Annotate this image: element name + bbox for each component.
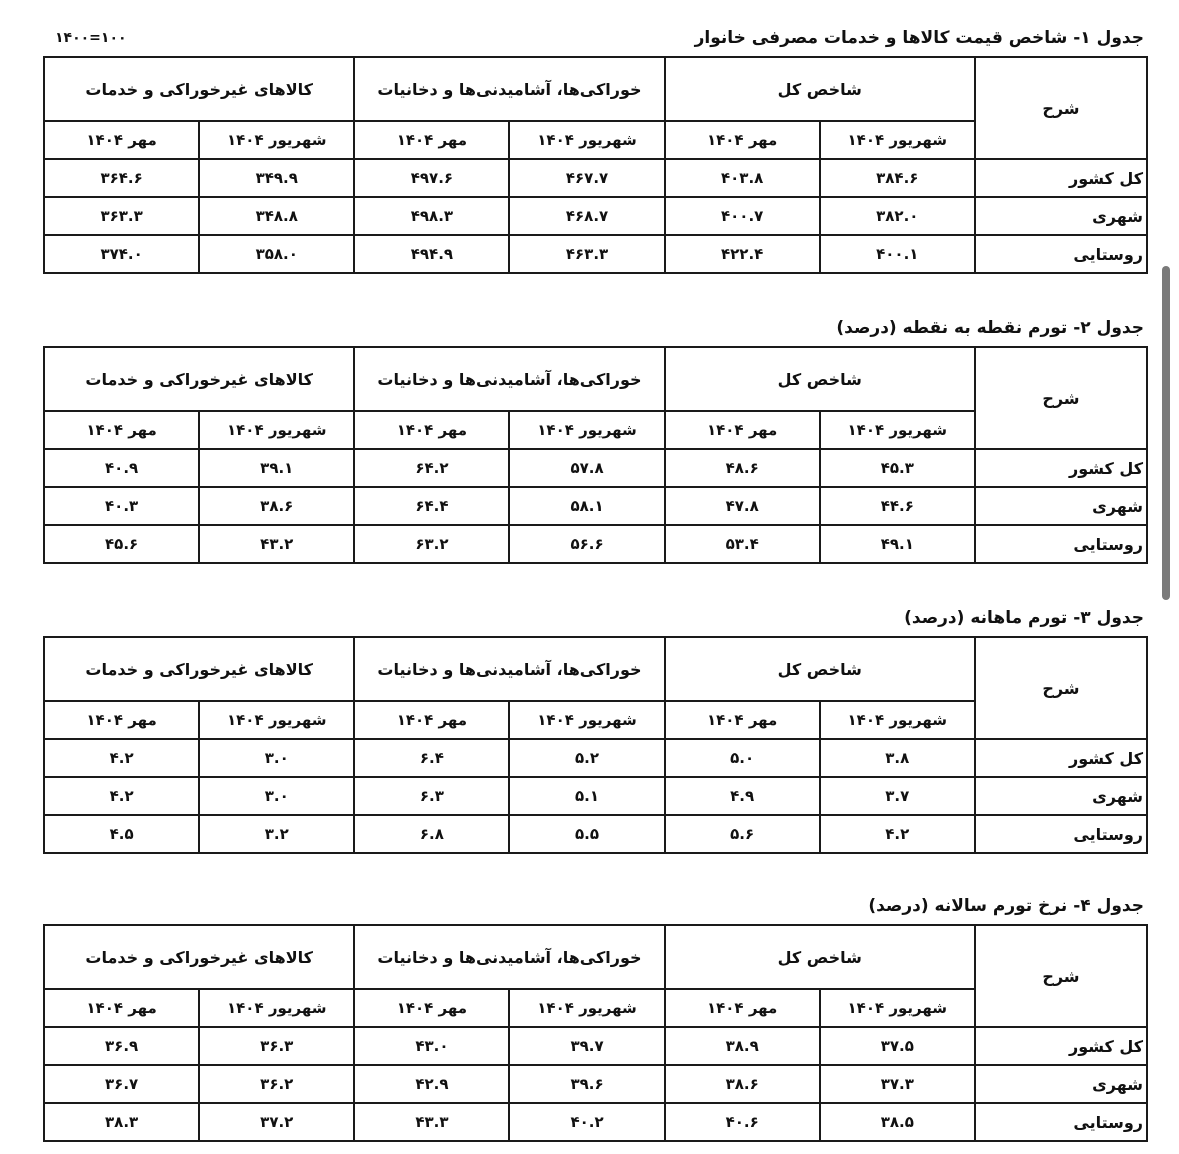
table-cell: ۶.۴ xyxy=(354,739,509,777)
table-row xyxy=(44,1065,1147,1103)
header-group: خوراکی‌ها، آشامیدنی‌ها و دخانیات xyxy=(354,637,664,701)
row-label: کل کشور xyxy=(975,159,1147,197)
table-cell: ۴۹۸.۳ xyxy=(354,197,509,235)
table-cell: ۵.۱ xyxy=(509,777,664,815)
table-row xyxy=(44,449,1147,487)
header-month: شهریور ۱۴۰۴ xyxy=(199,989,354,1027)
table-cell: ۳۷.۵ xyxy=(820,1027,975,1065)
data-table xyxy=(43,636,1148,854)
row-label: روستایی xyxy=(975,1103,1147,1141)
table-cell: ۳۸.۳ xyxy=(44,1103,199,1141)
table-cell: ۳.۰ xyxy=(199,739,354,777)
header-desc: شرح xyxy=(975,637,1147,739)
header-month: مهر ۱۴۰۴ xyxy=(665,121,820,159)
header-month: شهریور ۱۴۰۴ xyxy=(509,989,664,1027)
caption-row xyxy=(43,608,1148,636)
scrollbar[interactable] xyxy=(1162,266,1170,600)
table-cell: ۳۶.۷ xyxy=(44,1065,199,1103)
table-cell: ۴۸.۶ xyxy=(665,449,820,487)
table-cell: ۳۶.۹ xyxy=(44,1027,199,1065)
table-cell: ۳۷۴.۰ xyxy=(44,235,199,273)
header-month: شهریور ۱۴۰۴ xyxy=(820,411,975,449)
table-caption: جدول ۳- تورم ماهانه (درصد) xyxy=(904,608,1144,628)
table-row xyxy=(44,815,1147,853)
table-cell: ۴۶۸.۷ xyxy=(509,197,664,235)
header-group: شاخص کل xyxy=(665,347,975,411)
table-cell: ۳۷.۳ xyxy=(820,1065,975,1103)
header-group: شاخص کل xyxy=(665,637,975,701)
table-row xyxy=(44,1103,1147,1141)
header-month: مهر ۱۴۰۴ xyxy=(665,411,820,449)
header-month: شهریور ۱۴۰۴ xyxy=(820,701,975,739)
header-group: کالاهای غیرخوراکی و خدمات xyxy=(44,347,354,411)
table-cell: ۶۴.۲ xyxy=(354,449,509,487)
caption-row xyxy=(43,318,1148,346)
table-cell: ۳۵۸.۰ xyxy=(199,235,354,273)
table-cell: ۴۳.۳ xyxy=(354,1103,509,1141)
table-row xyxy=(44,159,1147,197)
header-desc: شرح xyxy=(975,57,1147,159)
table-block-2 xyxy=(43,318,1148,564)
table-cell: ۴۰.۲ xyxy=(509,1103,664,1141)
header-desc: شرح xyxy=(975,347,1147,449)
table-row xyxy=(44,197,1147,235)
table-cell: ۴۴.۶ xyxy=(820,487,975,525)
table-caption: جدول ۴- نرخ تورم سالانه (درصد) xyxy=(868,896,1144,916)
table-cell: ۴۲.۹ xyxy=(354,1065,509,1103)
table-block-3 xyxy=(43,608,1148,854)
table-cell: ۳۶۳.۳ xyxy=(44,197,199,235)
table-cell: ۳.۲ xyxy=(199,815,354,853)
header-month: شهریور ۱۴۰۴ xyxy=(199,701,354,739)
header-group: خوراکی‌ها، آشامیدنی‌ها و دخانیات xyxy=(354,925,664,989)
header-group: کالاهای غیرخوراکی و خدمات xyxy=(44,57,354,121)
header-month: مهر ۱۴۰۴ xyxy=(354,411,509,449)
table-row xyxy=(44,235,1147,273)
table-cell: ۴.۲ xyxy=(44,777,199,815)
table-row xyxy=(44,739,1147,777)
header-month: مهر ۱۴۰۴ xyxy=(354,701,509,739)
table-cell: ۴۹.۱ xyxy=(820,525,975,563)
header-month: مهر ۱۴۰۴ xyxy=(665,701,820,739)
row-label: کل کشور xyxy=(975,449,1147,487)
table-cell: ۳۸.۶ xyxy=(665,1065,820,1103)
table-cell: ۶.۳ xyxy=(354,777,509,815)
header-month: شهریور ۱۴۰۴ xyxy=(199,411,354,449)
table-cell: ۵.۰ xyxy=(665,739,820,777)
table-cell: ۵۶.۶ xyxy=(509,525,664,563)
table-cell: ۵.۵ xyxy=(509,815,664,853)
header-group: خوراکی‌ها، آشامیدنی‌ها و دخانیات xyxy=(354,57,664,121)
table-cell: ۳۶.۲ xyxy=(199,1065,354,1103)
table-cell: ۴۰۰.۷ xyxy=(665,197,820,235)
header-month: مهر ۱۴۰۴ xyxy=(354,121,509,159)
data-table xyxy=(43,346,1148,564)
table-cell: ۳۹.۶ xyxy=(509,1065,664,1103)
header-month: مهر ۱۴۰۴ xyxy=(354,989,509,1027)
table-cell: ۴۰.۳ xyxy=(44,487,199,525)
table-block-4 xyxy=(43,896,1148,1142)
table-cell: ۳۸۲.۰ xyxy=(820,197,975,235)
header-group: کالاهای غیرخوراکی و خدمات xyxy=(44,925,354,989)
table-cell: ۵.۲ xyxy=(509,739,664,777)
table-block-1 xyxy=(43,28,1148,274)
header-group: شاخص کل xyxy=(665,925,975,989)
table-cell: ۴۰.۶ xyxy=(665,1103,820,1141)
table-cell: ۴۹۷.۶ xyxy=(354,159,509,197)
row-label: شهری xyxy=(975,1065,1147,1103)
row-label: روستایی xyxy=(975,235,1147,273)
header-month: شهریور ۱۴۰۴ xyxy=(820,121,975,159)
table-cell: ۴.۲ xyxy=(820,815,975,853)
table-cell: ۶۴.۴ xyxy=(354,487,509,525)
table-cell: ۶۳.۲ xyxy=(354,525,509,563)
table-cell: ۳۶.۳ xyxy=(199,1027,354,1065)
table-cell: ۳.۷ xyxy=(820,777,975,815)
table-cell: ۴۰.۹ xyxy=(44,449,199,487)
table-cell: ۳.۸ xyxy=(820,739,975,777)
table-cell: ۵۳.۴ xyxy=(665,525,820,563)
table-cell: ۳۹.۷ xyxy=(509,1027,664,1065)
header-month: مهر ۱۴۰۴ xyxy=(44,701,199,739)
header-month: شهریور ۱۴۰۴ xyxy=(509,121,664,159)
header-month: مهر ۱۴۰۴ xyxy=(44,121,199,159)
row-label: کل کشور xyxy=(975,1027,1147,1065)
table-row xyxy=(44,525,1147,563)
table-caption: جدول ۲- تورم نقطه به نقطه (درصد) xyxy=(836,318,1144,338)
table-cell: ۳۴۹.۹ xyxy=(199,159,354,197)
table-row xyxy=(44,1027,1147,1065)
header-month: مهر ۱۴۰۴ xyxy=(665,989,820,1027)
row-label: روستایی xyxy=(975,815,1147,853)
table-cell: ۴.۲ xyxy=(44,739,199,777)
table-cell: ۴۰۳.۸ xyxy=(665,159,820,197)
table-cell: ۳۴۸.۸ xyxy=(199,197,354,235)
table-cell: ۳۸۴.۶ xyxy=(820,159,975,197)
table-cell: ۳۹.۱ xyxy=(199,449,354,487)
table-cell: ۳.۰ xyxy=(199,777,354,815)
table-cell: ۴۵.۶ xyxy=(44,525,199,563)
table-row xyxy=(44,487,1147,525)
row-label: روستایی xyxy=(975,525,1147,563)
table-caption: جدول ۱- شاخص قیمت کالاها و خدمات مصرفی خانوار xyxy=(694,28,1144,48)
table-cell: ۳۸.۶ xyxy=(199,487,354,525)
table-row xyxy=(44,777,1147,815)
header-group: کالاهای غیرخوراکی و خدمات xyxy=(44,637,354,701)
base-year-note: ۱۴۰۰=۱۰۰ xyxy=(55,30,127,46)
table-cell: ۴۷.۸ xyxy=(665,487,820,525)
header-month: مهر ۱۴۰۴ xyxy=(44,989,199,1027)
row-label: شهری xyxy=(975,777,1147,815)
data-table xyxy=(43,56,1148,274)
caption-row xyxy=(43,896,1148,924)
header-desc: شرح xyxy=(975,925,1147,1027)
table-cell: ۴۲۲.۴ xyxy=(665,235,820,273)
table-cell: ۴۹۴.۹ xyxy=(354,235,509,273)
table-cell: ۴.۹ xyxy=(665,777,820,815)
table-cell: ۴۶۷.۷ xyxy=(509,159,664,197)
header-month: شهریور ۱۴۰۴ xyxy=(820,989,975,1027)
table-cell: ۳۷.۲ xyxy=(199,1103,354,1141)
caption-row xyxy=(43,28,1148,56)
table-cell: ۴۵.۳ xyxy=(820,449,975,487)
table-cell: ۳۸.۹ xyxy=(665,1027,820,1065)
header-month: شهریور ۱۴۰۴ xyxy=(509,411,664,449)
table-cell: ۴۳.۲ xyxy=(199,525,354,563)
row-label: شهری xyxy=(975,197,1147,235)
table-cell: ۴۰۰.۱ xyxy=(820,235,975,273)
row-label: کل کشور xyxy=(975,739,1147,777)
table-cell: ۳۸.۵ xyxy=(820,1103,975,1141)
header-group: خوراکی‌ها، آشامیدنی‌ها و دخانیات xyxy=(354,347,664,411)
header-month: مهر ۱۴۰۴ xyxy=(44,411,199,449)
table-cell: ۵.۶ xyxy=(665,815,820,853)
row-label: شهری xyxy=(975,487,1147,525)
data-table xyxy=(43,924,1148,1142)
table-cell: ۶.۸ xyxy=(354,815,509,853)
header-group: شاخص کل xyxy=(665,57,975,121)
table-cell: ۵۸.۱ xyxy=(509,487,664,525)
table-cell: ۳۶۴.۶ xyxy=(44,159,199,197)
header-month: شهریور ۱۴۰۴ xyxy=(199,121,354,159)
table-cell: ۴۶۳.۳ xyxy=(509,235,664,273)
table-cell: ۴۳.۰ xyxy=(354,1027,509,1065)
table-cell: ۴.۵ xyxy=(44,815,199,853)
header-month: شهریور ۱۴۰۴ xyxy=(509,701,664,739)
table-cell: ۵۷.۸ xyxy=(509,449,664,487)
